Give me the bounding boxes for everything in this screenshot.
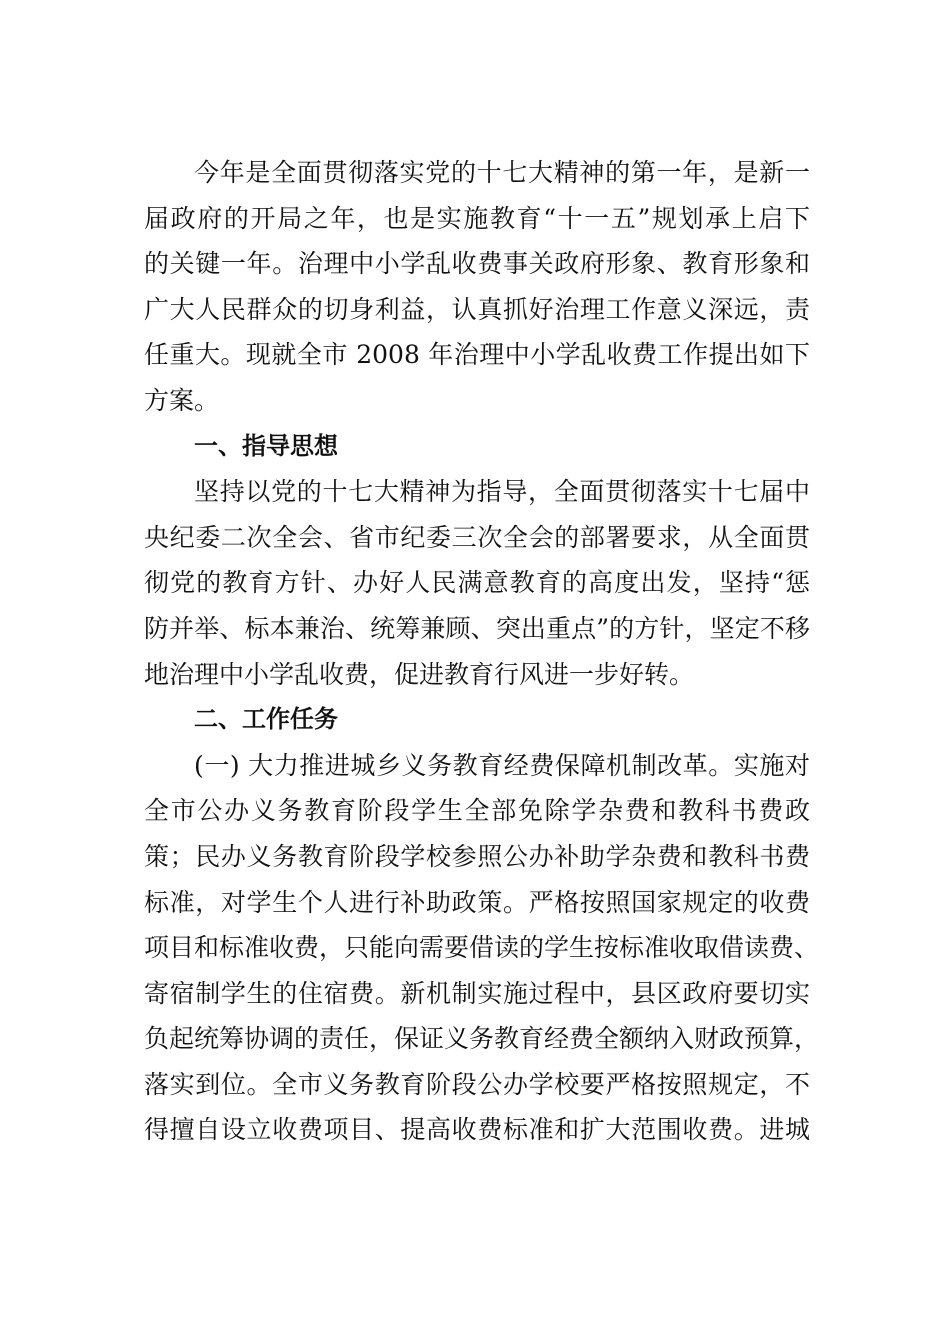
paragraph-line: 策；民办义务教育阶段学校参照公办补助学杂费和教科书费 [144,841,810,871]
paragraph-line: 坚持以党的十七大精神为指导，全面贯彻落实十七届中 [194,477,810,507]
paragraph-line: 方案。 [144,385,220,415]
paragraph-line: 得擅自设立收费项目、提高收费标准和扩大范围收费。进城 [144,1115,810,1145]
paragraph-line: 防并举、标本兼治、统筹兼顾、突出重点”的方针，坚定不移 [144,613,810,643]
document-body [144,150,820,1153]
paragraph-line: 届政府的开局之年，也是实施教育“十一五”规划承上启下 [144,203,810,233]
paragraph-line: 项目和标准收费，只能向需要借读的学生按标准收取借读费、 [144,933,820,963]
paragraph-line: 负起统筹协调的责任，保证义务教育经费全额纳入财政预算， [144,1024,820,1054]
paragraph-line: 寄宿制学生的住宿费。新机制实施过程中，县区政府要切实 [144,978,810,1008]
section-heading-work-tasks: 二、工作任务 [194,705,338,734]
paragraph-line: (一) 大力推进城乡义务教育经费保障机制改革。实施对 [194,750,810,780]
paragraph-line: 的关键一年。治理中小学乱收费事关政府形象、教育形象和 [144,249,810,279]
intro-paragraph [144,150,810,424]
paragraph-line: 标准，对学生个人进行补助政策。严格按照国家规定的收费 [144,887,810,917]
paragraph-line: 广大人民群众的切身利益，认真抓好治理工作意义深远，责 [144,294,810,324]
paragraph-line: 今年是全面贯彻落实党的十七大精神的第一年，是新一 [194,158,810,187]
guiding-ideology-paragraph [144,469,810,697]
paragraph-line: 彻党的教育方针、办好人民满意教育的高度出发，坚持“惩 [144,568,810,598]
paragraph-line: 任重大。现就全市 2008 年治理中小学乱收费工作提出如下 [144,340,810,370]
paragraph-line: 落实到位。全市义务教育阶段公办学校要严格按照规定，不 [144,1069,810,1099]
paragraph-line: 地治理中小学乱收费，促进教育行风进一步好转。 [144,659,695,689]
paragraph-line: 全市公办义务教育阶段学生全部免除学杂费和教科书费政 [144,796,810,826]
work-tasks-paragraph [144,743,820,1153]
section-heading-guiding-ideology: 一、指导思想 [194,431,338,460]
paragraph-line: 央纪委二次全会、省市纪委三次全会的部署要求，从全面贯 [144,522,810,552]
